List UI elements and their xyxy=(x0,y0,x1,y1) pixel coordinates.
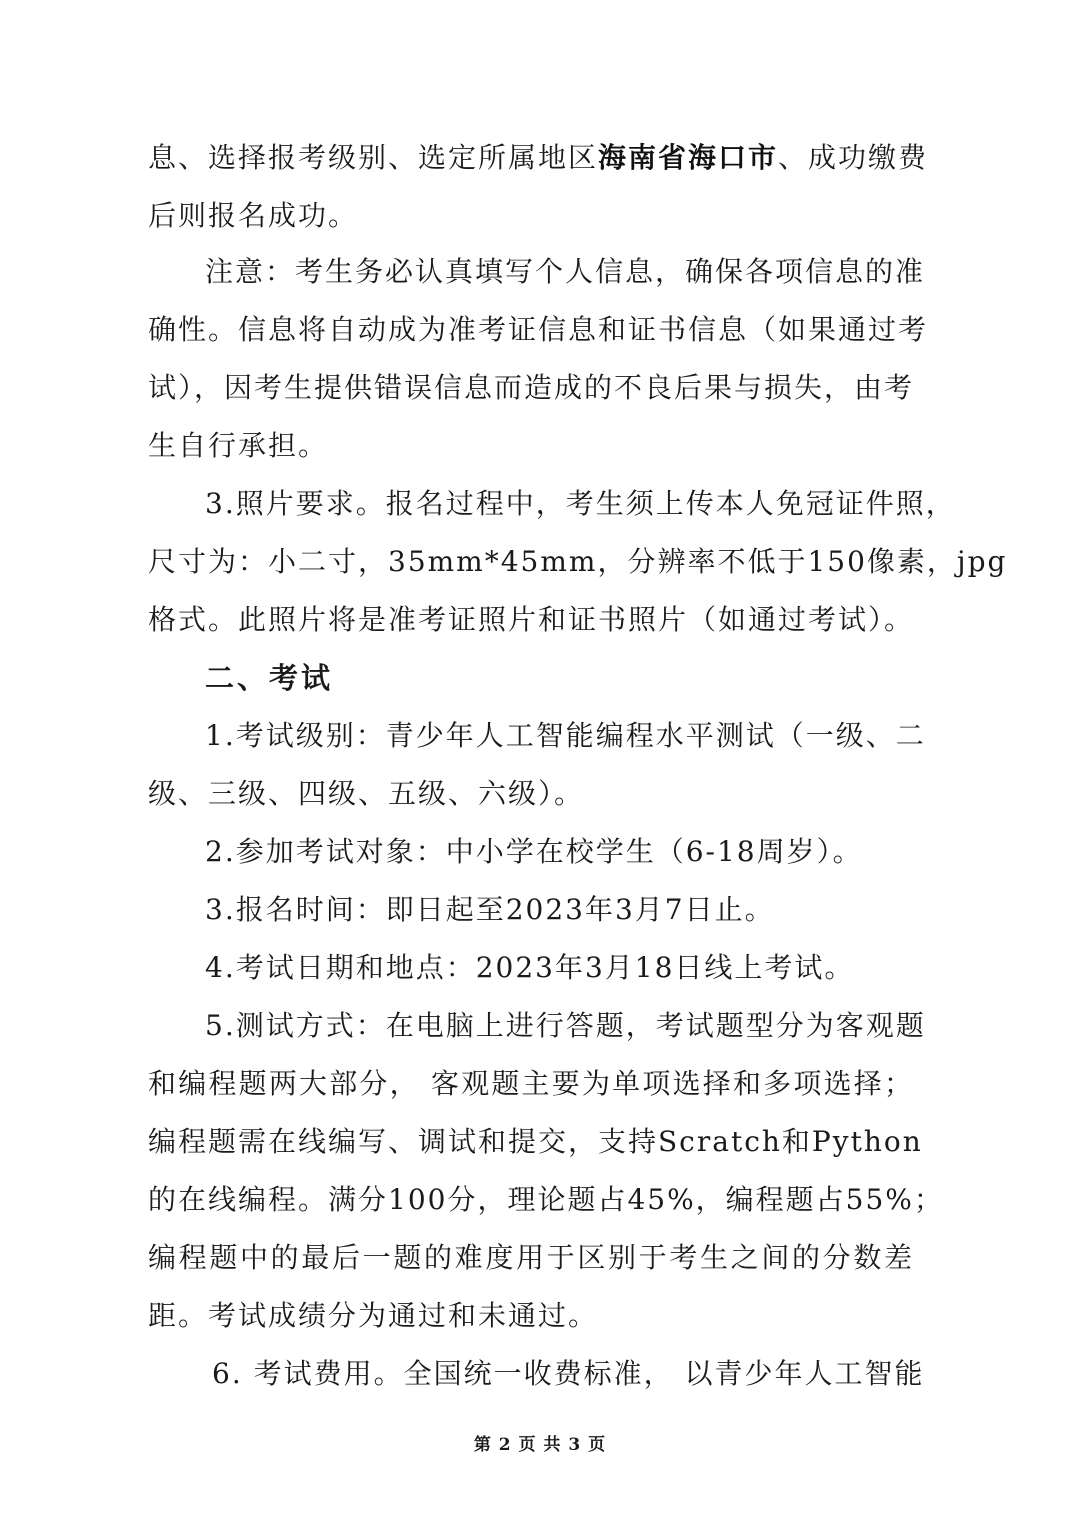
photo-req-line-2: 尺寸为：小二寸，35mm*45mm，分辨率不低于150像素，jpg xyxy=(148,545,1008,578)
exam-method-line-3: 编程题需在线编写、调试和提交，支持Scratch和Python xyxy=(148,1125,923,1158)
exam-date-location: 4.考试日期和地点：2023年3月18日线上考试。 xyxy=(205,951,855,984)
photo-req-line-1: 3.照片要求。报名过程中，考生须上传本人免冠证件照， xyxy=(205,487,956,520)
exam-method-line-2: 和编程题两大部分， 客观题主要为单项选择和多项选择； xyxy=(148,1067,914,1100)
exam-method-line-4: 的在线编程。满分100分，理论题占45%，编程题占55%； xyxy=(148,1183,944,1216)
exam-registration-time: 3.报名时间：即日起至2023年3月7日止。 xyxy=(205,893,775,926)
photo-req-line-3: 格式。此照片将是准考证照片和证书照片（如通过考试）。 xyxy=(148,603,915,636)
notice-line-4: 生自行承担。 xyxy=(148,429,329,462)
notice-line-1: 注意：考生务必认真填写个人信息，确保各项信息的准 xyxy=(205,255,926,288)
exam-method-line-6: 距。考试成绩分为通过和未通过。 xyxy=(148,1299,599,1332)
region-highlight: 海南省海口市 xyxy=(598,141,779,174)
exam-level-line-2: 级、三级、四级、五级、六级）。 xyxy=(148,777,585,810)
exam-method-line-1: 5.测试方式：在电脑上进行答题，考试题型分为客观题 xyxy=(205,1009,926,1042)
exam-fee-line-1: 6. 考试费用。全国统一收费标准， 以青少年人工智能 xyxy=(212,1357,925,1390)
exam-participants: 2.参加考试对象：中小学在校学生（6-18周岁）。 xyxy=(205,835,863,868)
paragraph-registration-line-2: 后则报名成功。 xyxy=(148,199,359,232)
notice-line-3: 试），因考生提供错误信息而造成的不良后果与损失，由考 xyxy=(148,371,915,404)
exam-level-line-1: 1.考试级别：青少年人工智能编程水平测试（一级、二 xyxy=(205,719,926,752)
page-number-footer: 第 2 页 共 3 页 xyxy=(473,1435,607,1455)
registration-text-c: 、成功缴费 xyxy=(778,141,929,174)
paragraph-registration-line-1 xyxy=(148,138,929,178)
section-heading-exam: 二、考试 xyxy=(205,661,334,695)
exam-method-line-5: 编程题中的最后一题的难度用于区别于考生之间的分数差 xyxy=(148,1241,914,1274)
notice-line-2: 确性。信息将自动成为准考证信息和证书信息（如果通过考 xyxy=(148,313,929,346)
registration-text-a: 息、选择报考级别、选定所属地区 xyxy=(148,141,599,174)
